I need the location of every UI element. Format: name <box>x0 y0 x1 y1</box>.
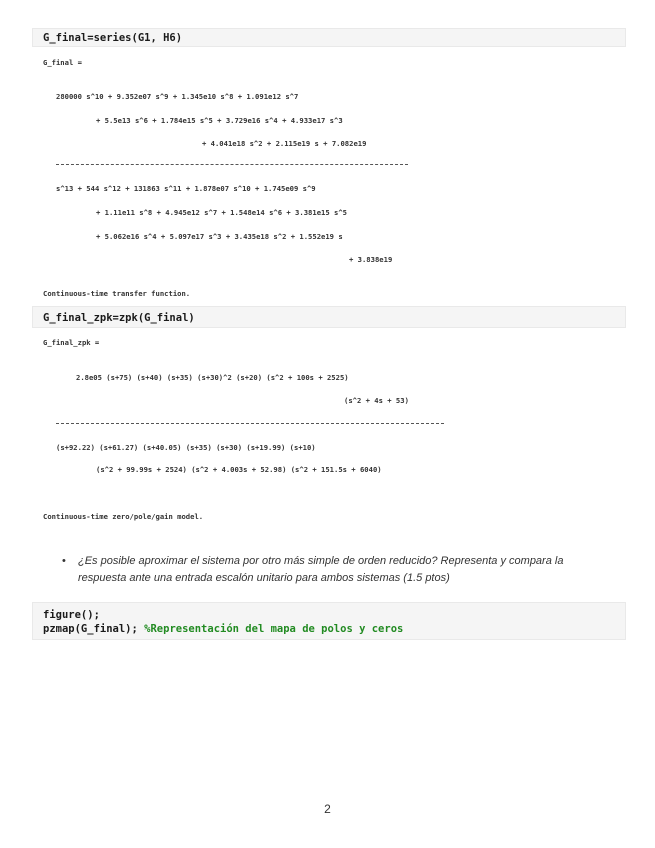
numerator-line: + 4.041e18 s^2 + 2.115e19 s + 7.082e19 <box>202 139 367 148</box>
denominator-line: + 5.062e16 s^4 + 5.097e17 s^3 + 3.435e18 s^2 + 1.552e19 s <box>96 232 343 241</box>
code-text: pzmap(G_final); <box>43 623 145 635</box>
numerator-line: (s^2 + 4s + 53) <box>344 396 409 405</box>
question-text: ¿Es posible aproximar el sistema por otro más simple de orden reducido? Representa y compara la respuesta ante una entrada escalón unitario para ambos sistemas (1.5 ptos) <box>78 555 564 584</box>
code-cell-zpk[interactable] <box>32 306 626 328</box>
code-cell-series[interactable] <box>32 28 626 47</box>
question-bullet <box>62 553 608 587</box>
fraction-rule <box>56 164 408 165</box>
code-line: G_final=series(G1, H6) <box>43 32 183 44</box>
denominator-line: + 1.11e11 s^8 + 4.945e12 s^7 + 1.548e14 s^6 + 3.381e15 s^5 <box>96 208 347 217</box>
output-label: G_final_zpk = <box>43 338 100 347</box>
code-line: G_final_zpk=zpk(G_final) <box>43 312 195 324</box>
output-caption: Continuous-time zero/pole/gain model. <box>43 512 204 521</box>
numerator-line: 280000 s^10 + 9.352e07 s^9 + 1.345e10 s^8 + 1.091e12 s^7 <box>56 92 299 101</box>
page-number: 2 <box>324 802 331 816</box>
denominator-line: s^13 + 544 s^12 + 131863 s^11 + 1.878e07 s^10 + 1.745e09 s^9 <box>56 184 316 193</box>
output-label: G_final = <box>43 58 82 67</box>
code-cell-pzmap[interactable] <box>32 602 626 640</box>
denominator-line: (s+92.22) (s+61.27) (s+40.05) (s+35) (s+30) (s+19.99) (s+10) <box>56 443 316 452</box>
numerator-line: + 5.5e13 s^6 + 1.784e15 s^5 + 3.729e16 s^4 + 4.933e17 s^3 <box>96 116 343 125</box>
code-comment: %Representación del mapa de polos y ceros <box>144 623 404 635</box>
fraction-rule <box>56 423 444 424</box>
bullet-dot: • <box>62 555 66 567</box>
denominator-line: (s^2 + 99.99s + 2524) (s^2 + 4.003s + 52.98) (s^2 + 151.5s + 6040) <box>96 465 382 474</box>
numerator-line: 2.8e05 (s+75) (s+40) (s+35) (s+30)^2 (s+20) (s^2 + 100s + 2525) <box>76 373 349 382</box>
code-line <box>43 622 625 636</box>
denominator-line: + 3.838e19 <box>349 255 393 264</box>
code-line: figure(); <box>43 609 100 621</box>
output-caption: Continuous-time transfer function. <box>43 289 191 298</box>
